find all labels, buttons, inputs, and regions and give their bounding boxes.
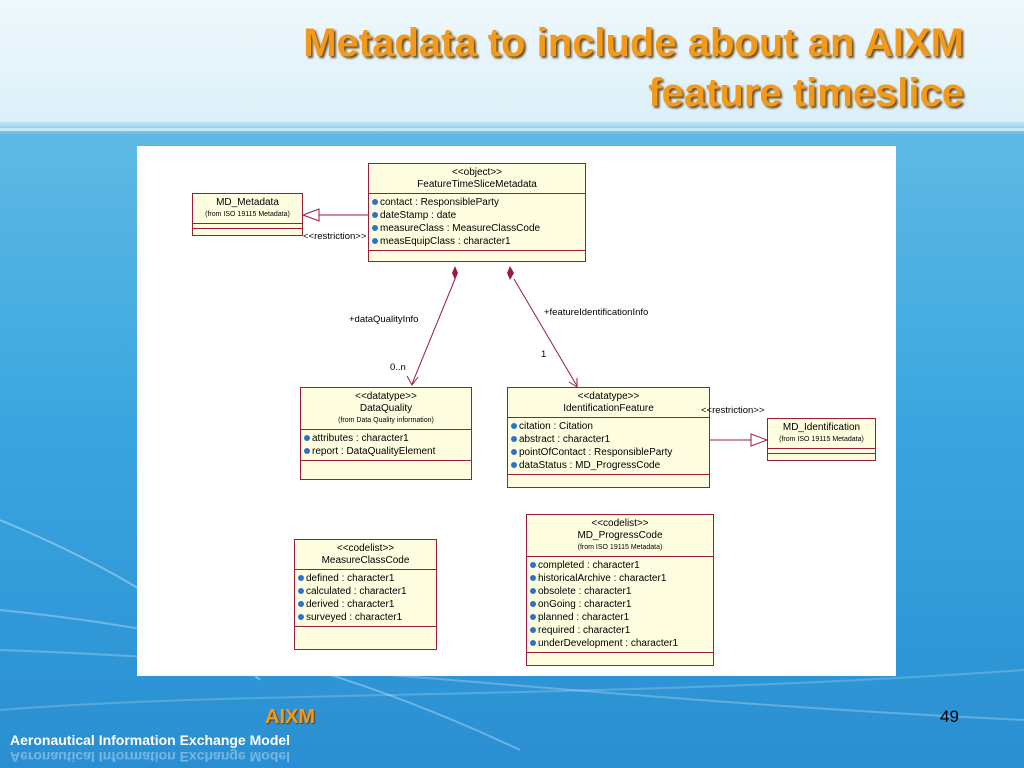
class-attributes — [301, 430, 471, 461]
attribute-row — [298, 572, 433, 585]
attribute-icon — [298, 601, 304, 607]
brand-subtitle-reflection: Aeronautical Information Exchange Model — [10, 749, 291, 765]
multiplicity-label-quality: 0..n — [390, 362, 406, 373]
attribute-text: completed : character1 — [538, 560, 640, 571]
uml-class-measureclasscode[interactable] — [294, 539, 437, 650]
attribute-row — [304, 432, 468, 445]
aggregation-diamond-quality — [452, 266, 458, 280]
class-header — [527, 515, 713, 557]
class-stereotype: <<codelist>> — [591, 518, 649, 529]
class-source: (from ISO 19115 Metadata) — [577, 544, 663, 551]
role-label-featureidentificationinfo: +featureIdentificationInfo — [544, 307, 649, 318]
attribute-icon — [298, 588, 304, 594]
class-header — [301, 388, 471, 430]
attribute-icon — [530, 640, 536, 646]
class-attributes — [508, 418, 709, 475]
slide-title-line2: feature timeslice — [648, 71, 964, 115]
attribute-row — [298, 585, 433, 598]
class-stereotype: <<codelist>> — [336, 543, 395, 554]
class-name: MD_Identification — [782, 422, 861, 433]
attribute-icon — [511, 423, 517, 429]
attribute-text: surveyed : character1 — [306, 612, 403, 623]
class-header — [295, 540, 436, 570]
class-header — [768, 419, 875, 449]
attribute-icon — [372, 199, 378, 205]
attribute-icon — [372, 238, 378, 244]
uml-class-dataquality[interactable] — [300, 387, 472, 480]
attribute-row — [530, 585, 710, 598]
attribute-icon — [530, 627, 536, 633]
class-header — [369, 164, 585, 194]
class-header — [508, 388, 709, 418]
slide-title-line1: Metadata to include about an AIXM — [303, 21, 964, 65]
attribute-icon — [372, 212, 378, 218]
class-stereotype: <<datatype>> — [355, 391, 417, 402]
slide-title — [164, 18, 964, 118]
header-divider — [0, 128, 1024, 131]
attribute-text: underDevelopment : character1 — [538, 638, 679, 649]
class-attributes — [295, 570, 436, 627]
attribute-text: derived : character1 — [306, 599, 395, 610]
attribute-row — [511, 446, 706, 459]
attribute-icon — [530, 588, 536, 594]
attribute-row — [372, 235, 582, 248]
class-attributes — [527, 557, 713, 653]
generalization-arrow-metadata — [303, 209, 319, 221]
attribute-icon — [298, 575, 304, 581]
attribute-row — [530, 559, 710, 572]
attribute-text: report : DataQualityElement — [312, 446, 436, 457]
class-operations — [295, 627, 436, 649]
association-line-ident — [514, 279, 577, 386]
class-name: MeasureClassCode — [321, 555, 410, 566]
attribute-row — [511, 433, 706, 446]
class-operations — [369, 251, 585, 261]
class-name: MD_Metadata — [216, 197, 279, 208]
attribute-row — [530, 611, 710, 624]
attribute-icon — [530, 575, 536, 581]
class-operations — [301, 461, 471, 479]
attribute-row — [530, 624, 710, 637]
attribute-icon — [304, 448, 310, 454]
class-name: MD_ProgressCode — [577, 530, 663, 541]
attribute-icon — [530, 601, 536, 607]
attribute-text: onGoing : character1 — [538, 599, 632, 610]
uml-class-featuretimeslicemetadata[interactable] — [368, 163, 586, 262]
class-stereotype: <<object>> — [451, 167, 503, 178]
uml-diagram — [137, 146, 896, 676]
class-stereotype: <<datatype>> — [577, 391, 640, 402]
class-attributes — [369, 194, 585, 251]
class-operations — [508, 475, 709, 487]
brand-subtitle: Aeronautical Information Exchange Model — [10, 732, 291, 748]
attribute-text: citation : Citation — [519, 421, 593, 432]
uml-class-md-identification[interactable] — [767, 418, 876, 461]
aggregation-diamond-ident — [507, 266, 514, 280]
attribute-icon — [511, 462, 517, 468]
class-source: (from ISO 19115 Metadata) — [205, 211, 290, 218]
attribute-text: attributes : character1 — [312, 433, 409, 444]
class-name: FeatureTimeSliceMetadata — [417, 179, 537, 190]
attribute-row — [298, 611, 433, 624]
attribute-text: contact : ResponsibleParty — [380, 197, 499, 208]
attribute-icon — [530, 562, 536, 568]
attribute-icon — [511, 449, 517, 455]
uml-class-md-metadata[interactable] — [192, 193, 303, 236]
class-operations — [768, 454, 875, 460]
attribute-row — [304, 445, 468, 458]
attribute-text: historicalArchive : character1 — [538, 573, 667, 584]
association-line-quality — [412, 279, 455, 384]
attribute-text: dateStamp : date — [380, 210, 457, 221]
restriction-label-right: <<restriction>> — [701, 405, 765, 416]
attribute-icon — [530, 614, 536, 620]
attribute-icon — [304, 435, 310, 441]
attribute-text: calculated : character1 — [306, 586, 407, 597]
attribute-row — [372, 196, 582, 209]
attribute-text: measEquipClass : character1 — [380, 236, 511, 247]
attribute-text: pointOfContact : ResponsibleParty — [519, 447, 673, 458]
attribute-text: defined : character1 — [306, 573, 395, 584]
attribute-text: planned : character1 — [538, 612, 630, 623]
brand-logo: AIXM — [265, 706, 315, 728]
attribute-text: obsolete : character1 — [538, 586, 632, 597]
class-operations — [527, 653, 713, 665]
class-name: DataQuality — [359, 403, 413, 414]
role-label-dataqualityinfo: +dataQualityInfo — [349, 314, 419, 325]
attribute-icon — [511, 436, 517, 442]
generalization-arrow-ident — [751, 434, 767, 446]
uml-class-md-progresscode[interactable] — [526, 514, 714, 666]
attribute-row — [530, 637, 710, 650]
attribute-text: measureClass : MeasureClassCode — [380, 223, 541, 234]
attribute-row — [530, 598, 710, 611]
class-header — [193, 194, 302, 224]
attribute-text: required : character1 — [538, 625, 631, 636]
class-source: (from Data Quality information) — [338, 417, 434, 424]
attribute-icon — [372, 225, 378, 231]
attribute-row — [298, 598, 433, 611]
uml-class-identificationfeature[interactable] — [507, 387, 710, 488]
attribute-row — [511, 420, 706, 433]
attribute-row — [511, 459, 706, 472]
restriction-label-top: <<restriction>> — [303, 231, 367, 242]
class-operations — [193, 229, 302, 235]
attribute-icon — [298, 614, 304, 620]
multiplicity-label-ident: 1 — [541, 349, 547, 360]
page-number: 49 — [940, 707, 959, 726]
attribute-row — [372, 209, 582, 222]
attribute-text: dataStatus : MD_ProgressCode — [519, 460, 661, 471]
association-arrow-quality — [407, 376, 418, 385]
class-name: IdentificationFeature — [563, 403, 654, 414]
attribute-row — [372, 222, 582, 235]
attribute-row — [530, 572, 710, 585]
class-source: (from ISO 19115 Metadata) — [779, 436, 864, 443]
attribute-text: abstract : character1 — [519, 434, 611, 445]
